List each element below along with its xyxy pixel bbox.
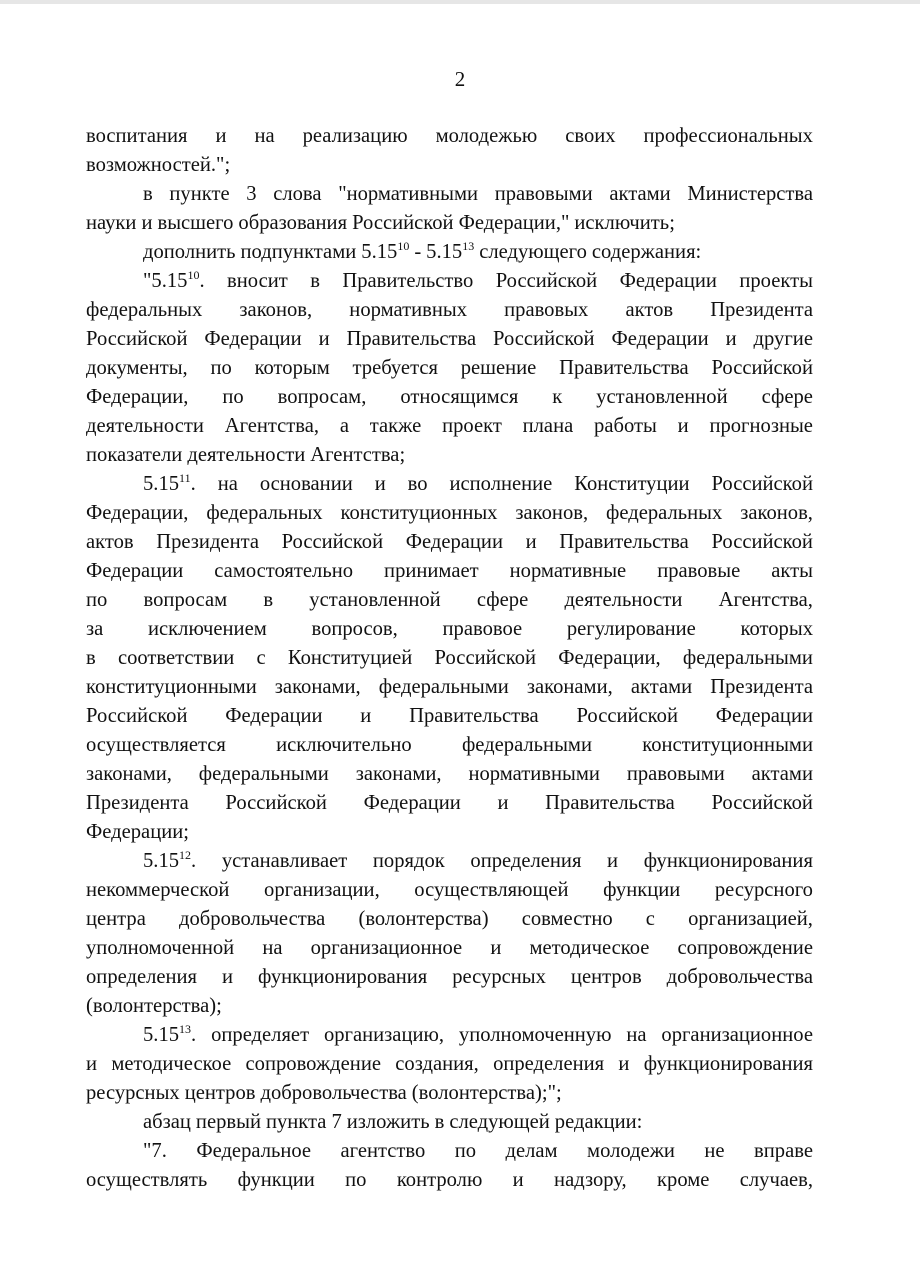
word: Российской: [281, 531, 384, 553]
word: Российской: [495, 270, 598, 292]
word: Президента: [710, 676, 813, 698]
word: дополнить: [143, 241, 236, 263]
word: в: [143, 183, 153, 205]
word: требуется: [352, 357, 438, 379]
word: исключительно: [276, 734, 412, 756]
word: организационное: [310, 937, 463, 959]
word: (волонтерства): [358, 908, 489, 930]
text-line: [86, 1079, 813, 1108]
word: случаев,: [739, 1169, 813, 1191]
word: вносит: [227, 270, 288, 292]
text-line: [86, 992, 813, 1021]
word: конституционными: [642, 734, 813, 756]
word: решение: [460, 357, 537, 379]
word: ресурсного: [714, 879, 813, 901]
word: актами: [609, 183, 671, 205]
word: на: [262, 937, 283, 959]
word: на: [626, 1024, 647, 1046]
word: федеральных: [86, 299, 203, 321]
word: федеральными: [198, 763, 329, 785]
word: и: [607, 850, 619, 872]
word: контролю: [396, 1169, 483, 1191]
text-line: [86, 470, 813, 499]
word: уполномоченной: [86, 937, 235, 959]
word: проекты: [739, 270, 813, 292]
word: Министерства: [687, 183, 813, 205]
word: Российской: [711, 357, 813, 379]
word: первый: [195, 1111, 261, 1133]
word: правовыми: [494, 183, 593, 205]
word: актами: [630, 676, 693, 698]
word: плана: [522, 415, 574, 437]
word: Федерации: [715, 705, 813, 727]
word: по: [210, 357, 232, 379]
word: определения: [86, 966, 198, 988]
word: ресурсных: [86, 1082, 180, 1104]
word: сопровождение: [677, 937, 813, 959]
word: Правительства: [545, 792, 675, 814]
word: слова: [273, 183, 322, 205]
word: не: [704, 1140, 725, 1162]
word: установленной: [309, 589, 441, 611]
word: добровольчества: [179, 908, 326, 930]
word: методическое: [111, 1053, 232, 1075]
word: по: [454, 1140, 477, 1162]
word: и: [512, 1169, 524, 1191]
word: показатели: [86, 444, 183, 466]
word: нормативными: [468, 763, 600, 785]
word: и: [525, 531, 537, 553]
word: законов,: [515, 502, 589, 524]
word: образования: [238, 212, 348, 234]
word: Президента: [156, 531, 259, 553]
word: прогнозные: [709, 415, 813, 437]
word: документы,: [86, 357, 188, 379]
word: надзору,: [554, 1169, 627, 1191]
word: акты: [771, 560, 813, 582]
word: Агентства,: [718, 589, 813, 611]
word: по: [345, 1169, 367, 1191]
word: федеральных: [606, 502, 723, 524]
word: функции: [237, 1169, 315, 1191]
word: Федерации,": [458, 212, 570, 234]
word: "5.15$^{10}$.: [143, 268, 205, 292]
text-line: [86, 557, 813, 586]
word: и: [222, 966, 234, 988]
word: Конституцией: [287, 647, 413, 669]
word: Российской: [86, 328, 188, 350]
word: 7: [331, 1111, 342, 1133]
word: с: [645, 908, 655, 930]
word: относящимся: [400, 386, 519, 408]
word: науки: [86, 212, 137, 234]
word: Федерации: [619, 270, 717, 292]
word: Федерации: [611, 328, 709, 350]
word: Правительства: [346, 328, 477, 350]
word: осуществляющей: [414, 879, 569, 901]
word: Федерации: [204, 328, 302, 350]
text-line: [86, 151, 813, 180]
word: деятельности: [564, 589, 683, 611]
word: законами,: [355, 763, 442, 785]
word: пункте: [169, 183, 230, 205]
word: -: [414, 241, 422, 263]
text-line: [86, 412, 813, 441]
word: проект: [442, 415, 502, 437]
page-number: 2: [454, 67, 466, 91]
text-line: [86, 1166, 813, 1195]
word: высшего: [157, 212, 234, 234]
superscript: 12: [179, 848, 192, 862]
word: Российской: [493, 328, 595, 350]
superscript: 10: [187, 268, 200, 282]
superscript: 13: [462, 239, 475, 253]
word: организационное: [661, 1024, 813, 1046]
text-line: [86, 528, 813, 557]
word: Агентства;: [310, 444, 406, 466]
word: определения: [470, 850, 582, 872]
text-line: [86, 963, 813, 992]
word: (волонтерства);";: [411, 1082, 562, 1104]
word: которым: [254, 357, 330, 379]
word: возможностей.";: [86, 154, 231, 176]
text-line: [86, 499, 813, 528]
word: и: [318, 328, 330, 350]
word: уполномоченную: [458, 1024, 612, 1046]
word: организацию,: [323, 1024, 445, 1046]
word: функционирования: [643, 850, 813, 872]
word: по: [86, 589, 108, 611]
text-line: [86, 1050, 813, 1079]
text-line: [86, 789, 813, 818]
word: устанавливает: [221, 850, 348, 872]
word: Федерации,: [558, 647, 661, 669]
word: 5.15$^{11}$.: [143, 471, 196, 495]
word: исключить;: [574, 212, 675, 234]
word: Правительства: [559, 357, 689, 379]
word: а: [339, 415, 349, 437]
word: молодежи: [587, 1140, 675, 1162]
text-line: [86, 934, 813, 963]
word: Российской: [434, 647, 537, 669]
word: следующего: [479, 241, 587, 263]
word: осуществляется: [86, 734, 226, 756]
word: в: [263, 589, 274, 611]
word: определения: [493, 1053, 605, 1075]
superscript: 11: [179, 471, 191, 485]
word: законами,: [86, 763, 172, 785]
superscript: 13: [179, 1022, 192, 1036]
word: другие: [753, 328, 813, 350]
word: актов: [86, 531, 134, 553]
word: Федерации,: [86, 386, 189, 408]
word: нормативных: [349, 299, 467, 321]
word: профессиональных: [643, 125, 813, 147]
word: вправе: [754, 1140, 813, 1162]
text-line: [86, 441, 813, 470]
word: Конституции: [574, 473, 690, 495]
word: на: [254, 125, 275, 147]
word: исполнение: [449, 473, 553, 495]
word: деятельности: [86, 415, 204, 437]
word: принимает: [384, 560, 479, 582]
word: сфере: [761, 386, 813, 408]
word: функции: [603, 879, 681, 901]
word: делам: [505, 1140, 558, 1162]
word: исключением: [148, 618, 267, 640]
word: законов,: [740, 502, 813, 524]
word: правовыми: [626, 763, 725, 785]
word: центров: [184, 1082, 256, 1104]
word: содержания:: [591, 241, 702, 263]
word: воспитания: [86, 125, 188, 147]
word: вопросов,: [311, 618, 398, 640]
viewer-top-border: [0, 0, 920, 4]
word: методическое: [529, 937, 650, 959]
word: работы: [594, 415, 657, 437]
word: соответствии: [117, 647, 235, 669]
word: вопросам: [143, 589, 228, 611]
word: 5.15$^{12}$.: [143, 848, 197, 872]
word: актами: [751, 763, 813, 785]
word: Президента: [710, 299, 813, 321]
word: Российской: [86, 705, 188, 727]
word: Российской: [225, 792, 327, 814]
word: редакции:: [554, 1111, 643, 1133]
word: во: [407, 473, 428, 495]
word: с: [256, 647, 266, 669]
text-line: [86, 760, 813, 789]
word: конституционных: [340, 502, 498, 524]
word: законов,: [239, 299, 313, 321]
word: деятельности: [187, 444, 306, 466]
text-line: [86, 383, 813, 412]
word: и: [141, 212, 153, 234]
text-line: [86, 847, 813, 876]
word: по: [222, 386, 244, 408]
text-line: [86, 267, 813, 296]
text-line: [86, 644, 813, 673]
word: центров: [570, 966, 642, 988]
word: сопровождение: [245, 1053, 381, 1075]
word: сфере: [476, 589, 529, 611]
word: 5.15$^{13}$: [426, 239, 475, 263]
word: Федерации,: [86, 502, 189, 524]
word: Федеральное: [196, 1140, 312, 1162]
word: 5.15$^{13}$.: [143, 1022, 197, 1046]
word: порядок: [372, 850, 445, 872]
word: федеральными: [461, 734, 592, 756]
text-line: [86, 876, 813, 905]
text-line: [86, 296, 813, 325]
word: также: [369, 415, 422, 437]
word: актов: [625, 299, 674, 321]
word: некоммерческой: [86, 879, 230, 901]
word: добровольчества: [666, 966, 813, 988]
word: Федерации: [363, 792, 461, 814]
word: Российской: [576, 705, 678, 727]
word: и: [215, 125, 227, 147]
word: агентство: [340, 1140, 426, 1162]
word: нормативные: [509, 560, 627, 582]
word: Федерации: [225, 705, 323, 727]
text-line: [86, 702, 813, 731]
word: и: [86, 1053, 98, 1075]
word: вопросам,: [277, 386, 367, 408]
word: установленной: [596, 386, 728, 408]
word: Федерации: [86, 560, 184, 582]
word: следующей: [449, 1111, 550, 1133]
word: совместно: [521, 908, 613, 930]
word: и: [497, 792, 509, 814]
word: определяет: [211, 1024, 310, 1046]
superscript: 10: [397, 239, 410, 253]
word: федеральными: [378, 676, 509, 698]
word: пункта: [265, 1111, 327, 1133]
word: "нормативными: [338, 183, 479, 205]
word: в: [86, 647, 96, 669]
word: функционирования: [643, 1053, 813, 1075]
word: федеральных: [206, 502, 323, 524]
word: организации,: [264, 879, 380, 901]
word: которых: [740, 618, 813, 640]
word: организацией,: [688, 908, 813, 930]
word: Правительство: [342, 270, 474, 292]
word: молодежью: [435, 125, 538, 147]
word: на: [217, 473, 238, 495]
word: Федерации;: [86, 821, 189, 843]
word: и: [490, 937, 502, 959]
word: Правительства: [559, 531, 689, 553]
word: изложить: [346, 1111, 430, 1133]
word: законами,: [526, 676, 613, 698]
word: и: [618, 1053, 630, 1075]
text-line: [86, 238, 813, 267]
word: реализацию: [302, 125, 408, 147]
word: центра: [86, 908, 146, 930]
word: законами,: [274, 676, 361, 698]
word: "7.: [143, 1140, 167, 1162]
text-line: [86, 354, 813, 383]
word: создания,: [395, 1053, 479, 1075]
word: в: [310, 270, 320, 292]
word: 5.15$^{10}$: [361, 239, 410, 263]
text-line: [86, 673, 813, 702]
word: правовых: [504, 299, 589, 321]
word: к: [552, 386, 563, 408]
text-line: [86, 615, 813, 644]
text-line: [86, 325, 813, 354]
word: основании: [259, 473, 353, 495]
word: 3: [246, 183, 257, 205]
word: и: [677, 415, 689, 437]
text-line: [86, 180, 813, 209]
document-body: [86, 122, 813, 1195]
word: Российской: [352, 212, 454, 234]
word: Российской: [711, 473, 813, 495]
word: и: [360, 705, 372, 727]
word: Правительства: [409, 705, 539, 727]
word: регулирование: [566, 618, 696, 640]
text-line: [86, 731, 813, 760]
word: (волонтерства);: [86, 995, 222, 1017]
text-line: [86, 905, 813, 934]
word: подпунктами: [240, 241, 357, 263]
word: правовое: [442, 618, 523, 640]
word: Президента: [86, 792, 189, 814]
word: самостоятельно: [214, 560, 354, 582]
word: за: [86, 618, 104, 640]
text-line: [86, 818, 813, 847]
word: конституционными: [86, 676, 257, 698]
word: своих: [565, 125, 616, 147]
text-line: [86, 122, 813, 151]
text-line: [86, 1108, 813, 1137]
word: функционирования: [258, 966, 428, 988]
word: в: [434, 1111, 445, 1133]
word: добровольчества: [260, 1082, 407, 1104]
text-line: [86, 209, 813, 238]
word: и: [725, 328, 737, 350]
word: Российской: [711, 531, 813, 553]
word: ресурсных: [452, 966, 546, 988]
word: Агентства,: [224, 415, 320, 437]
word: Федерации: [405, 531, 503, 553]
word: правовые: [657, 560, 741, 582]
text-line: [86, 1021, 813, 1050]
word: кроме: [657, 1169, 710, 1191]
word: федеральными: [682, 647, 813, 669]
word: Российской: [711, 792, 813, 814]
word: и: [374, 473, 386, 495]
text-line: [86, 1137, 813, 1166]
text-line: [86, 586, 813, 615]
word: осуществлять: [86, 1169, 208, 1191]
word: абзац: [143, 1111, 191, 1133]
